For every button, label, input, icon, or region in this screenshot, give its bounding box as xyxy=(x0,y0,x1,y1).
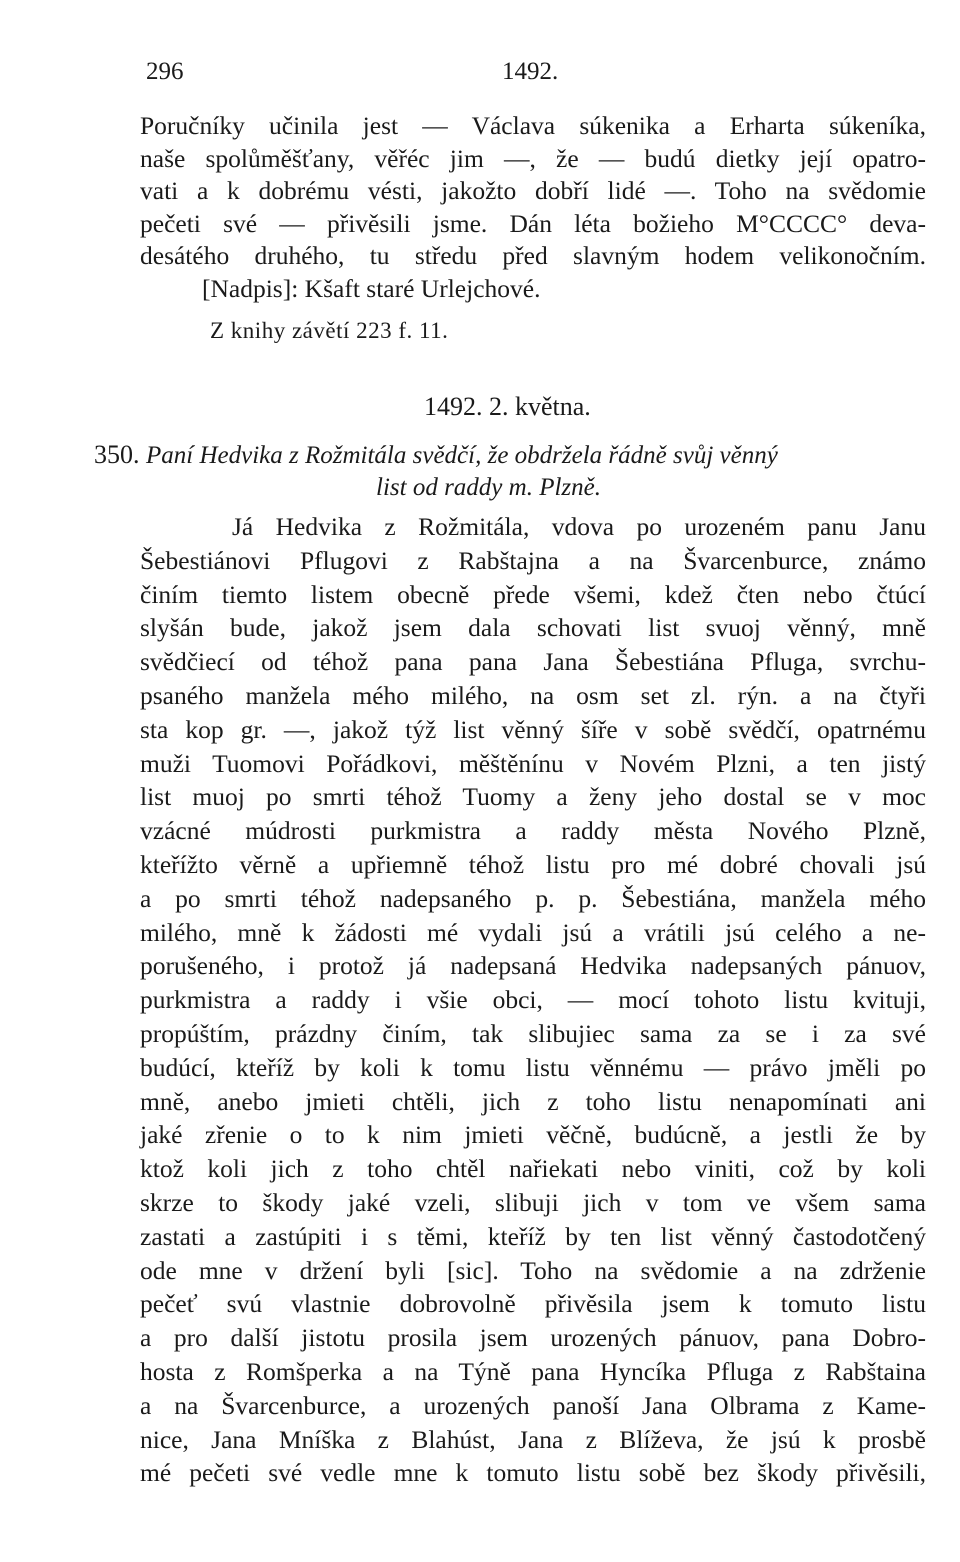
body-line: sta kop gr. —, jakož týž list věnný šíře v sobě svědčí, opatrnému xyxy=(140,714,926,744)
document-date: 1492. 2. května. xyxy=(424,392,591,421)
text-line: Poručníky učinila jest — Václava súkenika a Erharta súkeníka, xyxy=(140,111,926,140)
body-line: vzácné múdrosti purkmistra a raddy města Nového Plzně, xyxy=(140,816,926,846)
body-line: slyšán bude, jakož jsem dala schovati list svuoj věnný, mně xyxy=(140,613,926,643)
body-line: ktož koli jich z toho chtěl nařiekati nebo viniti, což by koli xyxy=(140,1154,926,1184)
body-line: ode mne v držení byli [sic]. Toho na svědomie a na zdrženie xyxy=(140,1255,926,1285)
body-line: pečeť svú vlastnie dobrovolně přivěsila jsem k tomuto listu xyxy=(140,1289,926,1319)
regest-line: Paní Hedvika z Rožmitála svědčí, že obdržela řádně svůj věnný xyxy=(146,442,778,469)
preceding-document-text xyxy=(140,110,926,305)
body-line: a na Švarcenburce, a urozených panoší Jana Olbrama z Kame- xyxy=(140,1390,926,1420)
body-line: mně, anebo jmieti chtěli, jich z toho listu nenapomínati ani xyxy=(140,1086,926,1116)
body-line: milého, mně k žádosti mé vydali jsú a vrátili jsú celého a ne- xyxy=(140,917,926,947)
body-line: svědčiecí od téhož pana pana Jana Šebestiána Pfluga, svrchu- xyxy=(140,647,926,677)
body-line: jaké zřenie o to k nim jmieti věčně, budúcně, a jestli že by xyxy=(140,1120,926,1150)
body-line: muži Tuomovi Pořádkovi, měštěnínu v Novém Plzni, a ten jistý xyxy=(140,748,926,778)
text-line: pečeti své — přivěsili jsme. Dán léta božieho M°CCCC° deva- xyxy=(140,208,926,238)
heading-note-line: [Nadpis]: Kšaft staré Urlejchové. xyxy=(202,273,541,303)
document-regest xyxy=(146,440,932,504)
body-line: Šebestiánovi Pflugovi z Rabštajna a na Švarcenburce, známo xyxy=(140,545,926,575)
body-line: a po smrti téhož nadepsaného p. p. Šebestiána, manžela mého xyxy=(140,883,926,913)
document-number: 350. xyxy=(94,440,140,469)
body-line: kteřížto věrně a upřiemně téhož listu pro mé dobré chovali jsú xyxy=(140,849,926,879)
body-line: hosta z Romšperka a na Týně pana Hyncíka Pfluga z Rabštaina xyxy=(140,1356,926,1386)
text-line: desátého druhého, tu středu před slavným hodem velikonočním. xyxy=(140,241,926,270)
regest-line: list od raddy m. Plzně. xyxy=(376,474,601,501)
running-head-year: 1492. xyxy=(502,58,559,85)
body-line: list muoj po smrti téhož Tuomy a ženy jeho dostal se v moc xyxy=(140,782,926,812)
text-line: vati a k dobrému vésti, jakožto dobří lidé —. Toho na svědomie xyxy=(140,176,926,205)
document-body xyxy=(140,510,926,1490)
source-note: Z knihy závětí 223 f. 11. xyxy=(210,318,449,343)
body-line: Já Hedvika z Rožmitála, vdova po urozeném panu Janu xyxy=(232,512,926,541)
page-header xyxy=(146,58,926,94)
body-line: nice, Jana Mníška z Blahúst, Jana z Blíževa, že jsú k prosbě xyxy=(140,1424,926,1454)
body-line: a pro další jistotu prosila jsem urozených pánuov, pana Dobro- xyxy=(140,1323,926,1353)
body-line: budúcí, kteříž by koli k tomu listu věnnému — právo jměli po xyxy=(140,1052,926,1082)
body-line: činím tiemto listem obecně přede všemi, kdež čten nebo čtúcí xyxy=(140,579,926,609)
body-line: skrze to škody jaké vzeli, slibuji jich v tom ve všem sama xyxy=(140,1187,926,1217)
body-line: purkmistra a raddy i všie obci, — mocí tohoto listu kvituji, xyxy=(140,985,926,1015)
body-line: porušeného, i protož já nadepsaná Hedvika nadepsaných pánuov, xyxy=(140,951,926,981)
page-number: 296 xyxy=(146,58,184,85)
body-line: psaného manžela mého milého, na osm set zl. rýn. a na čtyři xyxy=(140,680,926,710)
text-line: naše spolůměšťany, věřéc jim —, že — budú dietky její opatro- xyxy=(140,143,926,173)
body-line: zastati a zastúpiti i s těmi, kteříž by ten list věnný častodotčený xyxy=(140,1221,926,1251)
body-line: mé pečeti své vedle mne k tomuto listu sobě bez škody přivěsili, xyxy=(140,1458,926,1488)
body-line: propúštím, prázdny činím, tak slibujiec sama za se i za své xyxy=(140,1018,926,1048)
